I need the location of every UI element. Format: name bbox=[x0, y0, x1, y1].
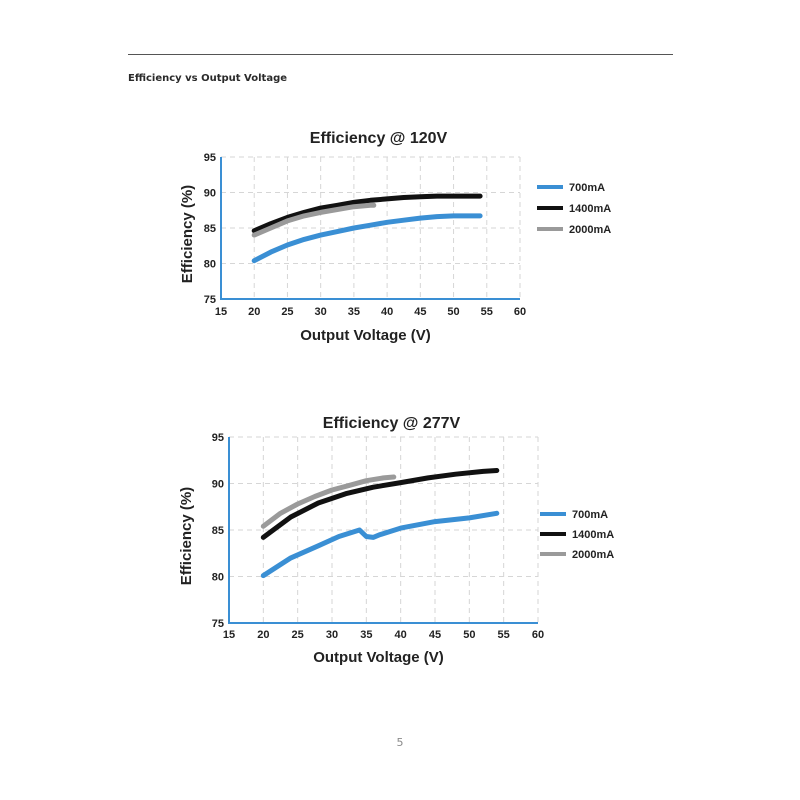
y-tick-label: 80 bbox=[203, 258, 216, 271]
y-tick-label: 85 bbox=[203, 223, 216, 235]
y-tick-label: 80 bbox=[211, 571, 224, 584]
section-heading: Efficiency vs Output Voltage bbox=[128, 73, 288, 84]
x-tick-label: 40 bbox=[380, 306, 394, 318]
x-tick-label: 20 bbox=[257, 629, 270, 641]
x-tick-label: 15 bbox=[214, 306, 228, 318]
x-tick-label: 20 bbox=[248, 306, 261, 318]
legend-label: 700mA bbox=[569, 182, 606, 194]
x-tick-label: 55 bbox=[480, 306, 493, 318]
series-line-700ma bbox=[263, 513, 497, 575]
chart-title: Efficiency @ 277V bbox=[322, 415, 461, 432]
legend-label: 700mA bbox=[572, 509, 609, 521]
x-axis-label: Output Voltage (V) bbox=[300, 327, 431, 344]
y-tick-label: 75 bbox=[211, 618, 224, 630]
legend-label: 1400mA bbox=[572, 529, 615, 541]
x-tick-label: 45 bbox=[428, 629, 442, 641]
x-tick-label: 40 bbox=[394, 629, 407, 641]
x-tick-label: 30 bbox=[325, 629, 339, 641]
y-axis-label: Efficiency (%) bbox=[179, 184, 196, 284]
x-tick-label: 50 bbox=[447, 306, 460, 318]
y-tick-label: 85 bbox=[211, 525, 224, 537]
x-tick-label: 15 bbox=[222, 629, 236, 641]
x-tick-label: 50 bbox=[463, 629, 476, 641]
x-axis-label: Output Voltage (V) bbox=[313, 649, 444, 666]
x-tick-label: 55 bbox=[497, 629, 510, 641]
y-tick-label: 90 bbox=[211, 478, 224, 491]
chart-title: Efficiency @ 120V bbox=[309, 130, 448, 147]
y-axis-label: Efficiency (%) bbox=[178, 486, 195, 586]
x-tick-label: 60 bbox=[513, 306, 527, 318]
y-tick-label: 90 bbox=[203, 187, 216, 200]
x-tick-label: 35 bbox=[347, 306, 361, 318]
page-number: 5 bbox=[396, 736, 404, 749]
y-tick-label: 95 bbox=[211, 432, 224, 444]
x-tick-label: 35 bbox=[360, 629, 373, 641]
x-tick-label: 60 bbox=[531, 629, 545, 641]
legend-label: 1400mA bbox=[569, 203, 612, 215]
x-tick-label: 25 bbox=[291, 629, 304, 641]
legend-label: 2000mA bbox=[569, 224, 612, 236]
legend-label: 2000mA bbox=[572, 549, 615, 561]
y-tick-label: 75 bbox=[203, 294, 216, 306]
x-tick-label: 45 bbox=[414, 306, 427, 318]
x-tick-label: 30 bbox=[314, 306, 327, 318]
y-tick-label: 95 bbox=[203, 152, 216, 164]
x-tick-label: 25 bbox=[281, 306, 294, 318]
